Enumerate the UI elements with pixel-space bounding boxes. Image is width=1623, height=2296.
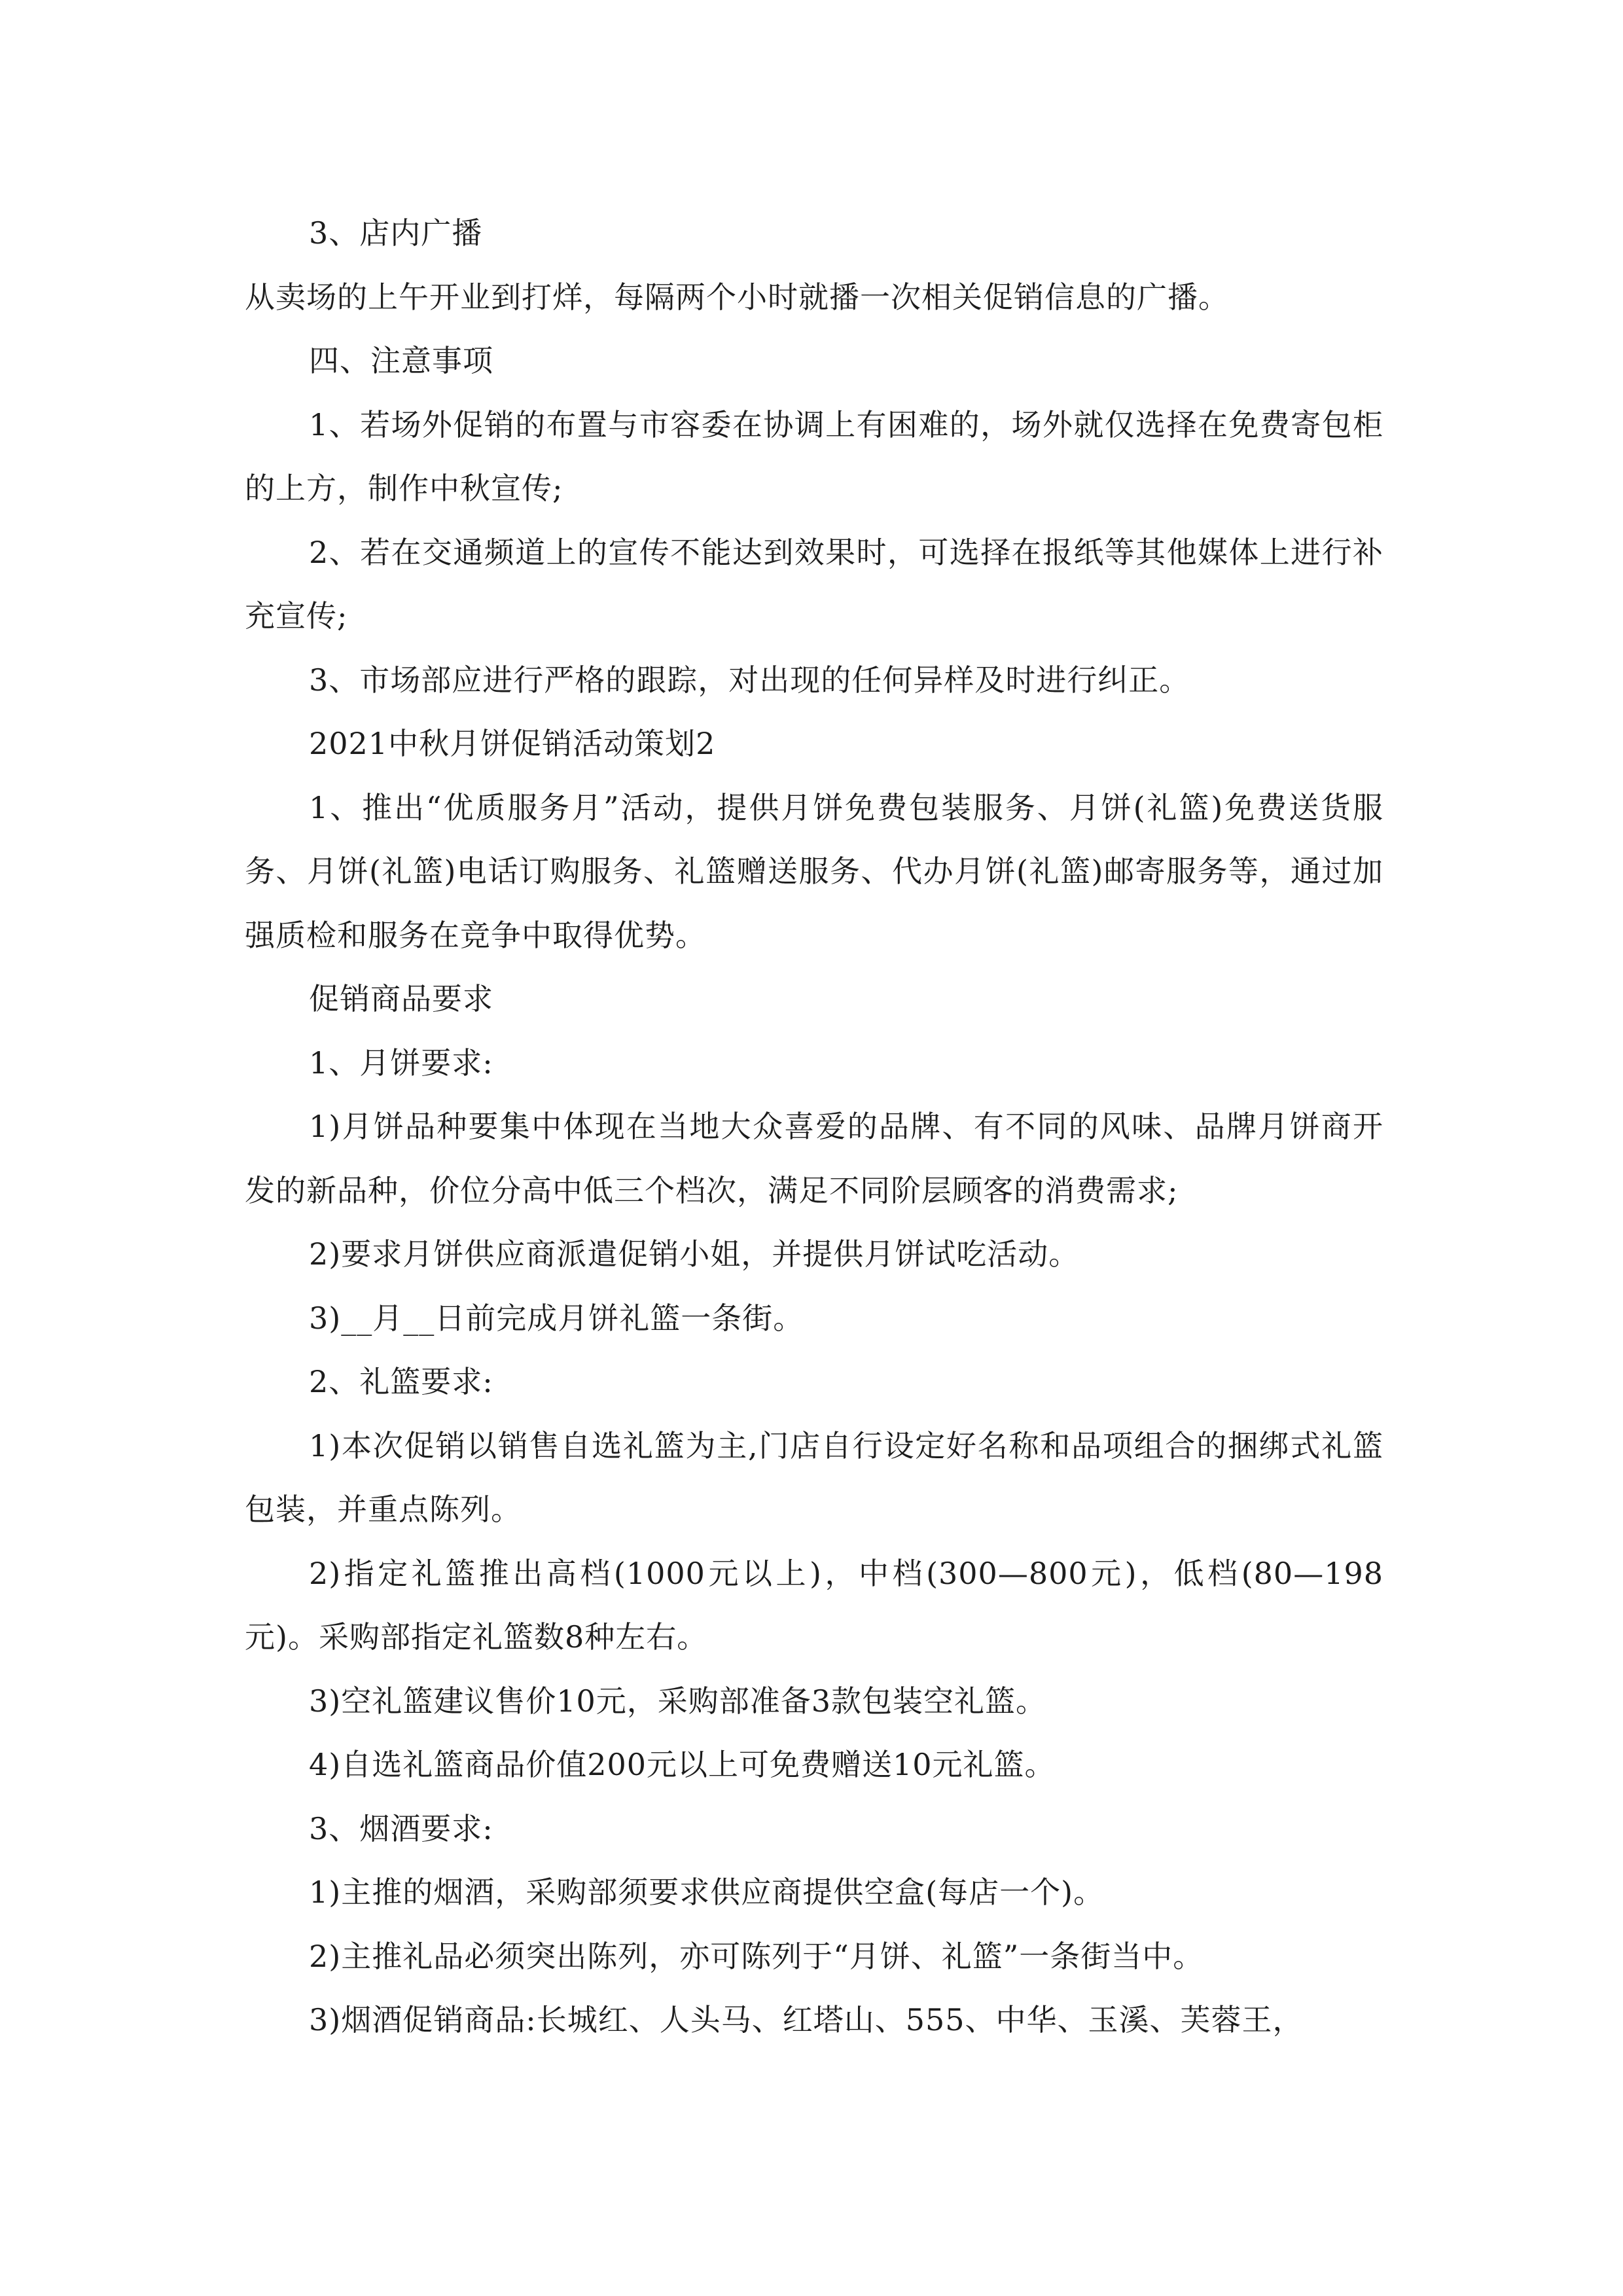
- paragraph: 2、若在交通频道上的宣传不能达到效果时，可选择在报纸等其他媒体上进行补充宣传;: [245, 534, 1383, 634]
- paragraph: 2、礼篮要求:: [309, 1364, 493, 1399]
- paragraph: 3)__月__日前完成月饼礼篮一条街。: [309, 1300, 804, 1336]
- paragraph: 1、推出“优质服务月”活动，提供月饼免费包装服务、月饼(礼篮)免费送货服务、月饼(礼篮)电话订购服务、礼篮赠送服务、代办月饼(礼篮)邮寄服务等，通过加强质检和服务在竞争中取得优势。: [245, 789, 1383, 953]
- paragraph: 1、月饼要求:: [309, 1045, 493, 1081]
- paragraph: 从卖场的上午开业到打烊，每隔两个小时就播一次相关促销信息的广播。: [245, 279, 1229, 315]
- document-body: [245, 202, 1383, 2053]
- paragraph: 1)本次促销以销售自选礼篮为主,门店自行设定好名称和品项组合的捆绑式礼篮包装，并重点陈列。: [245, 1427, 1383, 1527]
- section-heading: 2021中秋月饼促销活动策划2: [309, 726, 716, 761]
- paragraph: 1)月饼品种要集中体现在当地大众喜爱的品牌、有不同的风味、品牌月饼商开发的新品种，价位分高中低三个档次，满足不同阶层顾客的消费需求;: [245, 1109, 1383, 1208]
- paragraph: 3)烟酒促销商品:长城红、人头马、红塔山、555、中华、玉溪、芙蓉王，: [309, 2002, 1304, 2037]
- paragraph: 1、若场外促销的布置与市容委在协调上有困难的，场外就仅选择在免费寄包柜的上方，制作中秋宣传;: [245, 406, 1383, 506]
- section-heading: 促销商品要求: [309, 981, 493, 1016]
- paragraph: 3)空礼篮建议售价10元，采购部准备3款包装空礼篮。: [309, 1683, 1047, 1719]
- paragraph: 2)主推礼品必须突出陈列，亦可陈列于“月饼、礼篮”一条街当中。: [309, 1938, 1204, 1974]
- paragraph: 2)指定礼篮推出高档(1000元以上)，中档(300—800元)，低档(80—198元)。采购部指定礼篮数8种左右。: [245, 1555, 1383, 1655]
- paragraph: 2)要求月饼供应商派遣促销小姐，并提供月饼试吃活动。: [309, 1236, 1080, 1272]
- paragraph: 3、店内广播: [309, 215, 483, 251]
- section-heading: 四、注意事项: [309, 343, 493, 378]
- paragraph: 3、烟酒要求:: [309, 1810, 493, 1846]
- paragraph: 4)自选礼篮商品价值200元以上可免费赠送10元礼篮。: [309, 1747, 1056, 1782]
- paragraph: 3、市场部应进行严格的跟踪，对出现的任何异样及时进行纠正。: [309, 662, 1190, 698]
- paragraph: 1)主推的烟酒，采购部须要求供应商提供空盒(每店一个)。: [309, 1874, 1105, 1910]
